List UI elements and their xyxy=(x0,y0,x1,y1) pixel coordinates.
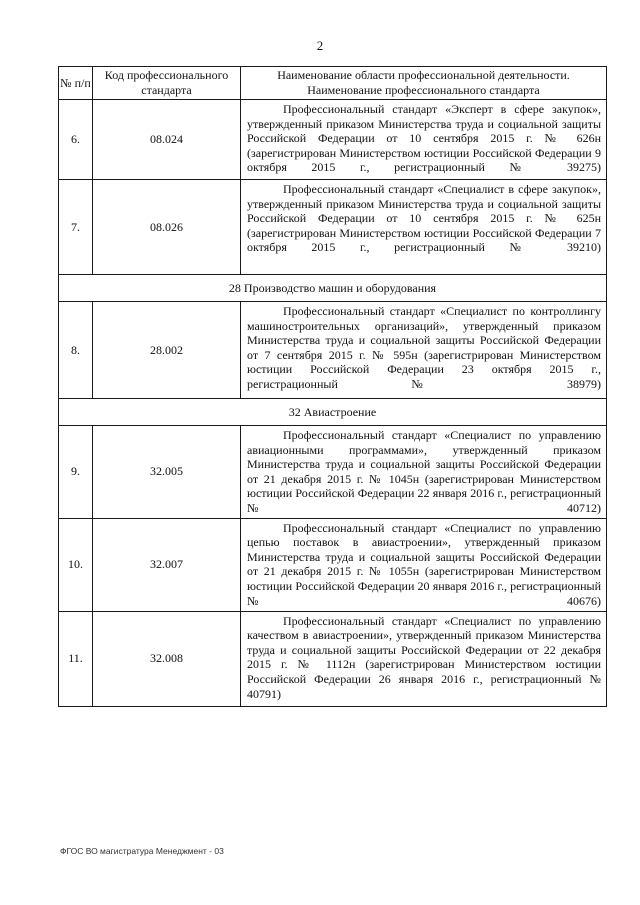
table-row xyxy=(59,611,607,706)
table-row xyxy=(59,426,607,519)
standard-name-text: Профессиональный стандарт «Эксперт в сфере закупок», утвержденный приказом Министерства труда и социальной защиты Российской Федерации от 10 сентября 2015 г. № 626н (зарегистрирован Министерством юстиции Российской Федерации 9 октября 2015 г., регистрационный № 39275) xyxy=(247,102,601,175)
row-number: 8. xyxy=(59,302,93,399)
standard-name xyxy=(241,426,607,519)
standard-name-text: Профессиональный стандарт «Специалист по контроллингу машиностроительных организаций», утвержденный приказом Министерства труда и социальной защиты Российской Федерации от 7 сентября 2015 г. № 595н (зарегистрирован Министерством юстиции Российской Федерации 23 октября 2015 г., регистрационный № 38979) xyxy=(247,304,601,391)
standard-code: 32.007 xyxy=(93,518,241,611)
standard-name-text: Профессиональный стандарт «Специалист по управлению авиационными программами», утвержденный приказом Министерства труда и социальной защиты Российской Федерации от 21 декабря 2015 г. № 1045н (зарегистрирован Министерством юстиции Российской Федерации 22 января 2016 г., регистрационный № 40712) xyxy=(247,428,601,515)
standard-name-text: Профессиональный стандарт «Специалист в сфере закупок», утвержденный приказом Министерства труда и социальной защиты Российской Федерации от 10 сентября 2015 г. № 625н (зарегистрирован Министерством юстиции Российской Федерации 7 октября 2015 г., регистрационный № 39210) xyxy=(247,182,601,255)
row-number: 9. xyxy=(59,426,93,519)
table-row xyxy=(59,100,607,180)
header-code: Код профессионального стандарта xyxy=(93,67,241,100)
table-row xyxy=(59,180,607,275)
standard-code: 32.008 xyxy=(93,611,241,706)
standard-name-text: Профессиональный стандарт «Специалист по управлению качеством в авиастроении», утвержденный приказом Министерства труда и социальной защиты Российской Федерации от 22 декабря 2015 г. № 1112н (зарегистрирован Министерством юстиции Российской Федерации 26 января 2016 г., регистрационный № 40791) xyxy=(247,613,601,701)
section-title: 28 Производство машин и оборудования xyxy=(59,275,607,302)
table-row xyxy=(59,302,607,399)
standard-name-text: Профессиональный стандарт «Специалист по управлению цепью поставок в авиастроении», утвержденный приказом Министерства труда и социальной защиты Российской Федерации от 21 декабря 2015 г. № 1055н (зарегистрирован Министерством юстиции Российской Федерации 20 января 2016 г., регистрационный № 40676) xyxy=(247,520,601,608)
section-row xyxy=(59,399,607,426)
standard-code: 08.024 xyxy=(93,100,241,180)
standard-name xyxy=(241,611,607,706)
table-header-row xyxy=(59,67,607,100)
standard-code: 28.002 xyxy=(93,302,241,399)
standard-name xyxy=(241,100,607,180)
standard-name xyxy=(241,180,607,275)
row-number: 7. xyxy=(59,180,93,275)
table-row xyxy=(59,518,607,611)
standard-name xyxy=(241,518,607,611)
standard-code: 32.005 xyxy=(93,426,241,519)
header-name: Наименование области профессиональной деятельности. Наименование профессионального стандарта xyxy=(241,67,607,100)
section-row xyxy=(59,275,607,302)
header-number: № п/п xyxy=(59,67,93,100)
row-number: 11. xyxy=(59,611,93,706)
professional-standards-table xyxy=(58,66,607,707)
footer-label: ФГОС ВО магистратура Менеджмент - 03 xyxy=(60,846,224,856)
section-title: 32 Авиастроение xyxy=(59,399,607,426)
row-number: 6. xyxy=(59,100,93,180)
standard-name xyxy=(241,302,607,399)
standard-code: 08.026 xyxy=(93,180,241,275)
row-number: 10. xyxy=(59,518,93,611)
page-number: 2 xyxy=(316,38,324,53)
